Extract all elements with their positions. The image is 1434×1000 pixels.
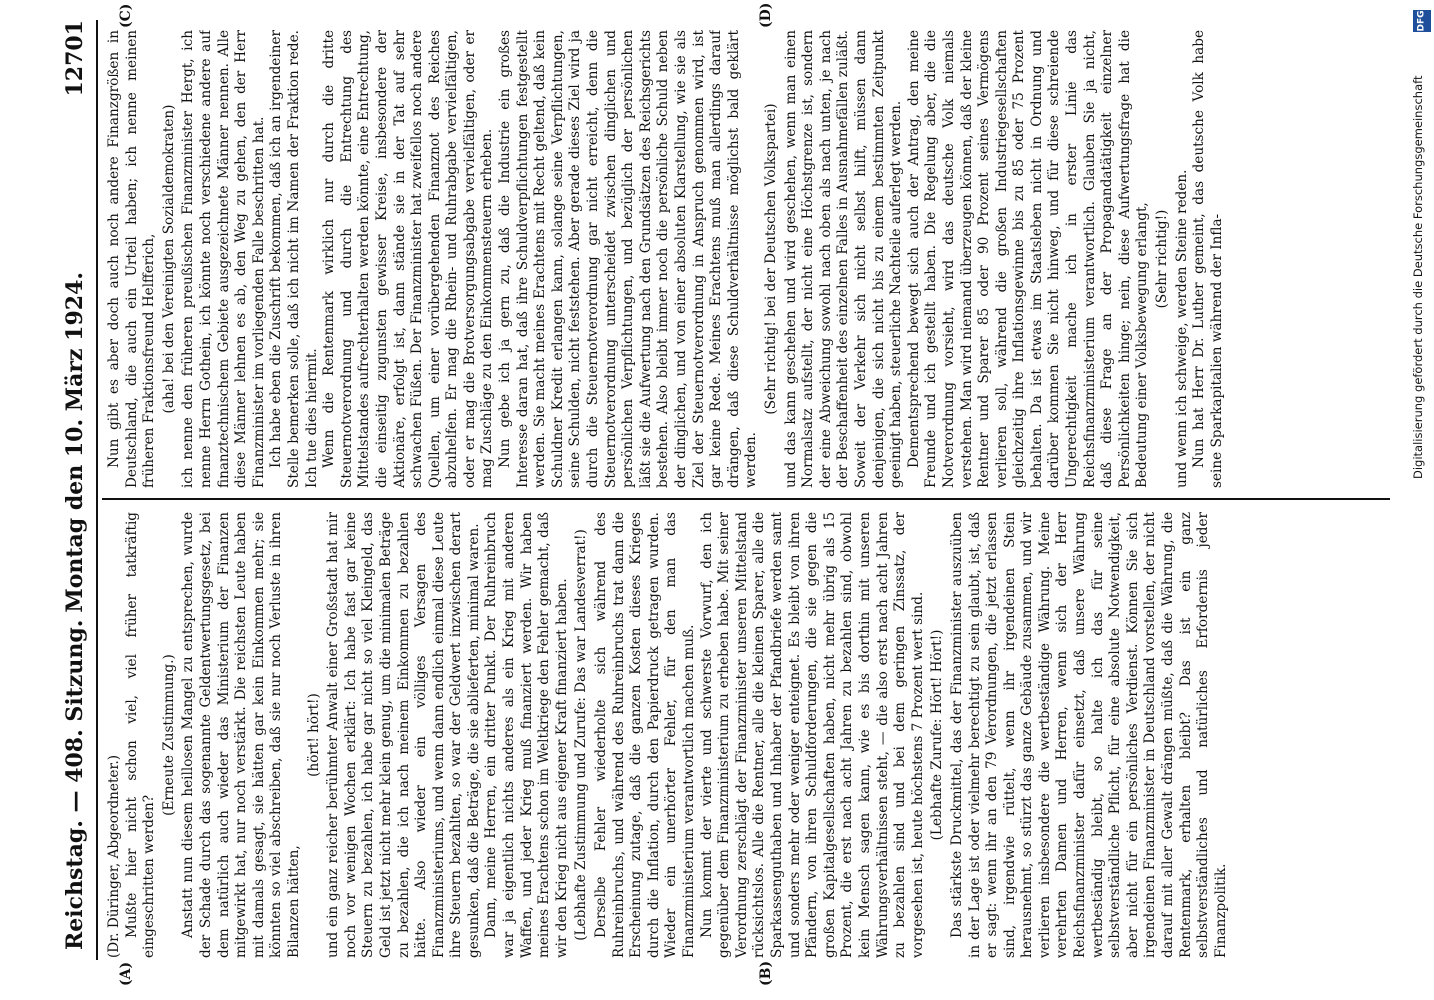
digitization-credit-text: Digitalisierung gefördert durch die Deutsche Forschungsgemeinschaft — [1411, 75, 1425, 479]
paragraph: Wenn die Rentenmark wirklich nur durch die dritte Steuernotverordnung und durch die Entrechtung des Mittelstandes aufrechterhalten werden könnte, eine Entrechtung, die einseitig zugunsten gewisser Kreise, insbesondere der Aktionäre, erfolgt ist, dann stände sie in der Tat auf sehr schwachen Füßen. Der Finanzminister hat zweifellos noch andere Quellen, um einer vorübergehenden Finanznot des Reiches abzuhelfen. Er mag die Rhein- und Ruhrabgabe vervielfältigen, oder er mag die Brotversorgungsabgabe vervielfältigen, oder er mag Zuschläge zu den Einkommensteuern erheben. — [321, 30, 496, 488]
column-divider — [102, 498, 1390, 500]
interjection: (hört! hört!) — [305, 693, 322, 777]
margin-mark-b: (B) — [758, 960, 774, 986]
interjection: (Sehr richtig!) — [1154, 209, 1171, 309]
header-date: Montag den 10. März 1924. — [62, 271, 88, 613]
digitization-credit — [1412, 10, 1432, 480]
paragraph: Ich habe eben die Zuschrift bekommen, daß ich an irgendeiner Stelle bemerken solle, daß ich nicht im Namen der Fraktion rede. Ich tue dies hiermit. — [268, 30, 320, 488]
paragraph: Nun kommt der vierte und schwerste Vorwurf, den ich gegenüber dem Finanzministerium zu erheben habe. Mit seiner Verordnung zerschlägt der Finanzminister unseren Mittelstand rücksichtslos. Alle die Rentner, alle die kleinen Sparer, alle die Sparkassenguthaben und Inhaber der Pfandbriefe werden samt und sonders mehr oder weniger enteignet. Es bleibt von ihren Pfändern, von ihren Schuldforderungen, die sie gegen die großen Kapitalgesellschaften haben, nicht mehr übrig als 15 Prozent, die erst nach acht Jahren zu bezahlen sind, obwohl kein Mensch sagen kann, wie es bis dorthin mit unseren Währungsverhältnissen steht, — die also erst nach acht Jahren zu bezahlen sind und bei dem geringen Zinssatz, der vorgesehen ist, heute höchstens 7 Prozent wert sind. — [698, 512, 926, 958]
interjection: (Erneute Zustimmung.) — [160, 654, 177, 816]
paragraph: und ein ganz reicher berühmter Anwalt einer Großstadt hat mir noch vor wenigen Wochen erklärt: Ich habe fast gar keine Steuern zu bezahlen, ich habe gar nicht so viel Kleingeld, das Geld ist jetzt nicht mehr klein genug, um die minimalen Beträge zu bezahlen, die ich nach meinem Einkommen zu bezahlen hätte. Also wieder ein völliges Versagen des Finanzministeriums, und wenn dann endlich einmal diese Leute ihre Steuern bezahlten, so war der Geldwert inzwischen derart gesunken, daß die Beträge, die sie ablieferten, minimal waren. — [325, 512, 482, 958]
paragraph: und das kann geschehen und wird geschehen, wenn man einen Normalsatz aufstellt, der nicht eine Höchstgrenze ist, sondern der eine Abweichung sowohl nach oben als nach unten, je nach der Beschaffenheit des einzelnen Falles in Ausnahmefällen zuläßt. Soweit der Verkehr sich nicht selbst hilft, müssen dann denjenigen, die sich nicht bis zu einem bestimmten Zeitpunkt geeinigt haben, steuerliche Nachteile auferlegt werden. — [782, 30, 905, 488]
interjection: (aha! bei den Vereinigten Sozialdemokraten) — [160, 104, 177, 414]
paragraph: Nun gebe ich ja gern zu, daß die Industrie ein großes Interesse daran hat, daß ihre Schuldverpflichtungen festgestellt werden. Sie macht meines Erachtens mit Recht geltend, daß kein Schuldner Kredit erlangen kann, solange seine Verpflichtungen, seine Schulden, nicht feststehen. Aber gerade dieses Ziel wird ja durch die Steuernotverordnung gar nicht erreicht, denn die Steuernotverordnung unterscheidet zwischen dinglichen und persönlichen Verpflichtungen, und bezüglich der persönlichen läßt sie die Aufwertung nach den Grundsätzen des Reichsgerichts bestehen. Also bleibt immer noch die persönliche Schuld neben der dinglichen, und von einer absoluten Klarstellung, wie sie als Ziel der Steuernotverordnung in Anspruch genommen wird, ist gar keine Rede. Meines Erachtens muß man allerdings darauf drängen, daß diese Schuldverhältnisse möglichst bald geklärt werden. — [497, 30, 760, 488]
right-column — [106, 30, 1392, 488]
paragraph: und wenn ich schweige, werden Steine reden. — [1173, 169, 1190, 488]
dfg-logo-icon: DFG — [1413, 10, 1431, 32]
paragraph: Anstatt nun diesem heillosen Mangel zu entsprechen, wurde der Schade durch das sogenannte Geldentwertungsgesetz, bei dem natürlich auch wieder das Ministerium der Finanzen mitgewirkt hat, nur noch verstärkt. Die reichsten Leute haben mit damals gesagt, sie hätten gar kein Einkommen mehr; sie könnten so viel abschreiben, daß sie nur noch Verluste in ihren Bilanzen hätten, — [180, 512, 302, 958]
interjection: (Lebhafte Zurufe: Hört! Hört!) — [929, 629, 946, 841]
page-header — [58, 20, 92, 960]
speaker-attribution: (Dr. Düringer, Abgeordneter.) — [106, 754, 122, 958]
page-number: 12701 — [62, 20, 88, 97]
paragraph: Das stärkste Druckmittel, das der Finanzminister auszuüben in der Lage ist oder vielmehr berechtigt zu sein glaubt, ist, daß er sagt: wenn ihr an den 79 Verordnungen, die jetzt erlassen sind, irgendwie rüttelt, wenn ihr irgendeinen Stein herausnehmt, so stürzt das ganze Gebäude zusammen, und wir verlieren insbesondere die wertbeständige Währung. Meine verehrten Damen und Herren, wenn sich der Herr Reichsfinanzminister dafür einsetzt, daß unsere Währung wertbeständig bleibt, so halte ich das für seine selbstverständliche Pflicht, für eine absolute Notwendigkeit, aber nicht für ein persönliches Verdienst. Können Sie sich irgendeinen Finanzminister in Deutschland vorstellen, der nicht darauf mit aller Gewalt drängen müßte, daß die Währung, die Rentenmark, erhalten bleibt? Das ist ein ganz selbstverständliches und natürliches Erfordernis jeder Finanzpolitik. — [948, 512, 1229, 958]
paragraph: Nun hat Herr Dr. Luther gemeint, das deutsche Volk habe seine Sparkapitalien während der Infla- — [1191, 30, 1225, 488]
interjection: (Sehr richtig! bei der Deutschen Volkspartei) — [762, 103, 779, 415]
rotated-document-page — [58, 0, 1398, 1000]
paragraph: Nun gibt es aber doch auch noch andere Finanzgrößen in Deutschland, die auch ein Urteil haben; ich nenne meinen früheren Fraktionsfreund Helfferich, — [106, 30, 158, 488]
margin-mark-a: (A) — [118, 961, 134, 986]
header-session: Reichstag. — 408. Sitzung. — [62, 619, 88, 950]
paragraph: ich nenne den früheren preußischen Finanzminister Hergt, ich nenne Herrn Gothein, ich könnte noch verschiedene andere auf finanztechnischem Gebiete ausgezeichnete Männer nennen. Alle diese Männer lehnen es ab, den Weg zu gehen, den der Herr Finanzminister im vorliegenden Falle beschritten hat. — [180, 30, 267, 488]
paragraph: Mußte hier nicht schon viel, viel früher tatkräftig eingeschritten werden? — [123, 512, 158, 958]
interjection: (Lebhafte Zustimmung und Zurufe: Das war Landesverrat!) — [573, 529, 590, 941]
paragraph: Dann, meine Herren, ein dritter Punkt. Der Ruhreinbruch war ja eigentlich nichts anderes als ein Krieg mit anderen Waffen, und jeder Krieg muß finanziert werden. Wir haben meines Erachtens schon im Weltkriege den Fehler gemacht, daß wir den Krieg nicht aus eigener Kraft finanziert haben. — [483, 512, 570, 958]
paragraph: Dementsprechend bewegt sich auch der Antrag, den meine Freunde und ich gestellt haben. Die Regelung aber, die die Notverordnung vorsieht, wird das deutsche Volk niemals verstehen. Man wird niemand überzeugen können, daß der kleine Rentner und Sparer 85 oder 90 Prozent seines Vermögens verlieren soll, während die großen Industriegesellschaften gleichzeitig ihre Inflationsgewinne bis zu 85 oder 75 Prozent behalten. Da ist etwas im Staatsleben nicht in Ordnung und darüber kommen Sie nicht hinweg, und für diese schreiende Ungerechtigkeit mache ich in erster Linie das Reichsfinanzministerium verantwortlich. Glauben Sie ja nicht, daß diese Frage an der Propagandatätigkeit einzelner Persönlichkeiten hinge; nein, diese Aufwertungsfrage hat die Bedeutung einer Volksbewegung erlangt, — [905, 30, 1151, 488]
margin-mark-d: (D) — [758, 2, 774, 28]
margin-mark-c: (C) — [118, 3, 134, 28]
paragraph: Derselbe Fehler wiederholte sich während des Ruhreinbruchs, und während des Ruhreinbruchs trat dann die Erscheinung zutage, daß die ganzen Kosten dieses Krieges durch die Inflation, durch den Papierdruck getragen wurden. Wieder ein unerhörter Fehler, für den man das Finanzministerium verantwortlich machen muß. — [593, 512, 697, 958]
header-rule — [96, 20, 98, 960]
left-column — [106, 512, 1392, 958]
